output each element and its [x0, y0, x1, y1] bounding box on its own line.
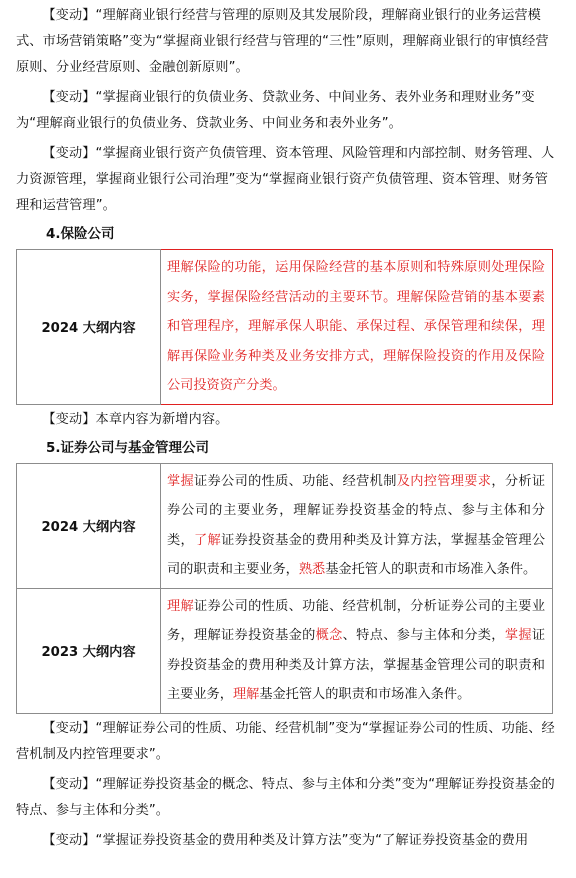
text-segment: 证券公司的性质、功能、经营机制，分析证券公司的主要业务，理解证券投资基金的 [167, 598, 546, 643]
section-heading-securities: 5.证券公司与基金管理公司 [46, 439, 210, 456]
table-row [17, 250, 553, 405]
text-segment: 基金托管人的职责和市场准入条件。 [259, 687, 471, 702]
change-paragraph: 【变动】“理解商业银行经营与管理的原则及其发展阶段，理解商业银行的业务运营模式、市场营销策略”变为“掌握商业银行经营与管理的“三性”原则，理解商业银行的审慎经营原则、分业经营原则、金融创新原则”。 [16, 8, 549, 75]
text-segment: 证券公司的性质、功能、经营机制 [194, 473, 397, 489]
table-row [17, 463, 553, 588]
text-segment: 、特点、参与主体和分类， [342, 628, 505, 643]
insurance-outline-content: 理解保险的功能，运用保险经营的基本原则和特殊原则处理保险实务，掌握保险经营活动的主要环节。理解保险营销的基本要素和管理程序，理解承保人职能、承保过程、承保管理和续保，理解再保险业务种类及业务安排方式，理解保险投资的作用及保险公司投资资产分类。 [161, 250, 553, 405]
section-heading-insurance: 4.保险公司 [46, 226, 115, 242]
row-label: 2024 大纲内容 [17, 463, 161, 588]
row-label: 2024 大纲内容 [17, 250, 161, 405]
text-segment: 证券投资基金的费用种类及计算方法，掌握基金管理公司的职责和主要业务， [167, 532, 546, 577]
highlighted-text: 掌握 [504, 628, 532, 643]
change-note: 【变动】本章内容为新增内容。 [42, 411, 229, 427]
change-paragraph: 【变动】“掌握证券投资基金的费用种类及计算方法”变为“了解证券投资基金的费用 [42, 832, 529, 848]
highlighted-text: 及内控管理要求 [396, 473, 492, 489]
document-page [0, 3, 576, 878]
outline-2023-content [161, 588, 553, 713]
outline-2024-content [161, 463, 553, 588]
change-paragraph: 【变动】“理解证券公司的性质、功能、经营机制”变为“掌握证券公司的性质、功能、经营机制及内控管理要求”。 [16, 720, 555, 762]
table-row [17, 588, 553, 713]
change-paragraph: 【变动】“理解证券投资基金的概念、特点、参与主体和分类”变为“理解证券投资基金的特点、参与主体和分类”。 [16, 776, 555, 818]
highlighted-text: 概念 [315, 628, 343, 643]
securities-outline-table [16, 463, 553, 714]
row-label: 2023 大纲内容 [17, 588, 161, 713]
highlighted-text: 理解 [232, 687, 260, 702]
change-paragraph: 【变动】“掌握商业银行的负债业务、贷款业务、中间业务、表外业务和理财业务”变为“理解商业银行的负债业务、贷款业务、中间业务和表外业务”。 [16, 90, 535, 131]
text-segment: 证券投资基金的费用种类及计算方法，掌握基金管理公司的职责和主要业务， [167, 628, 546, 702]
highlighted-text: 熟悉 [298, 562, 326, 577]
change-paragraph: 【变动】“掌握商业银行资产负债管理、资本管理、风险管理和内部控制、财务管理、人力资源管理，掌握商业银行公司治理”变为“掌握商业银行资产负债管理、资本管理、财务管理和运营管理”。 [16, 146, 555, 213]
highlighted-text: 理解 [167, 598, 195, 614]
highlighted-text: 了解 [194, 532, 222, 548]
insurance-outline-table [16, 249, 553, 405]
text-segment: 基金托管人的职责和市场准入条件。 [325, 562, 537, 577]
highlighted-text: 掌握 [167, 473, 195, 489]
text-segment: ，分析证券公司的主要业务，理解证券投资基金的特点、参与主体和分类， [167, 473, 546, 548]
